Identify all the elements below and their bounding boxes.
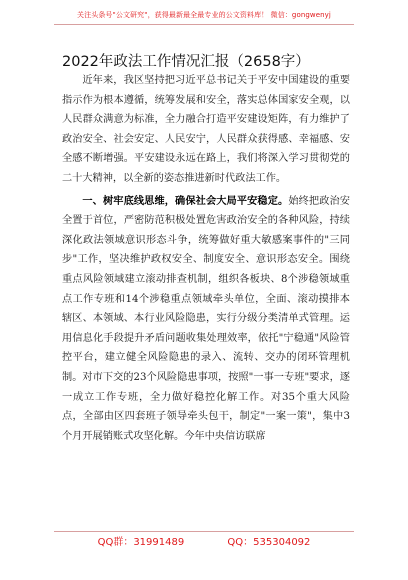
document-title: 2022年政法工作情况汇报（2658字） bbox=[62, 54, 310, 70]
header-divider bbox=[54, 24, 354, 25]
footer-qq: QQ：535304092 bbox=[227, 537, 311, 548]
paragraph-section-1 bbox=[62, 192, 350, 447]
section-body: 始终把政治安全置于首位，严密防范积极处置危害政治安全的各种风险，持续深化政法领域意识形态斗争，统筹做好重大敏感案事件的"三同步"工作，坚决维护政权安全、制度安全、意识形态安全。围绕重点风险领域建立滚动排查机制，组织各板块、8个涉稳领域重点工作专班和14个涉稳重点领域牵头单位，全面、滚动摸排本辖区、本领域、本行业风险隐患，实行分级分类清单式管理。运用信息化手段提升矛盾问题收集处理效率，依托"宁稳通"风险管控平台，建立健全风险隐患的录入、流转、交办的闭环管理机制。对市下交的23个风险隐患事项，按照"一事一专班"要求，逐一成立工作专班，全力做好稳控化解工作。对35个重大风险点，全部由区四套班子领导牵头包干，制定"一案一策"，集中3个月开展销账式攻坚化解。今年中央信访联席 bbox=[62, 195, 350, 442]
footer-contact bbox=[0, 533, 408, 548]
paragraph-intro: 近年来，我区坚持把习近平总书记关于平安中国建设的重要指示作为根本遵循，统筹发展和安全，落实总体国家安全观，以人民群众满意为标准，全力融合打造平安建设矩阵，有力维护了政治安全、社会安定、人民安宁，人民群众获得感、幸福感、安全感不断增强。平安建设永远在路上，我们将深入学习贯彻党的二十大精神，以全新的姿态推进新时代政法工作。 bbox=[62, 75, 350, 184]
footer-qq-group: QQ群：31991489 bbox=[97, 537, 185, 548]
section-heading: 一、树牢底线思维，确保社会大局平安稳定。 bbox=[82, 195, 289, 207]
footer-divider bbox=[54, 531, 354, 532]
header-banner: 关注头条号"公文研究"，获得最新最全最专业的公文资料库！ 微信：gongwenyj bbox=[77, 11, 331, 19]
document-body bbox=[62, 71, 350, 446]
